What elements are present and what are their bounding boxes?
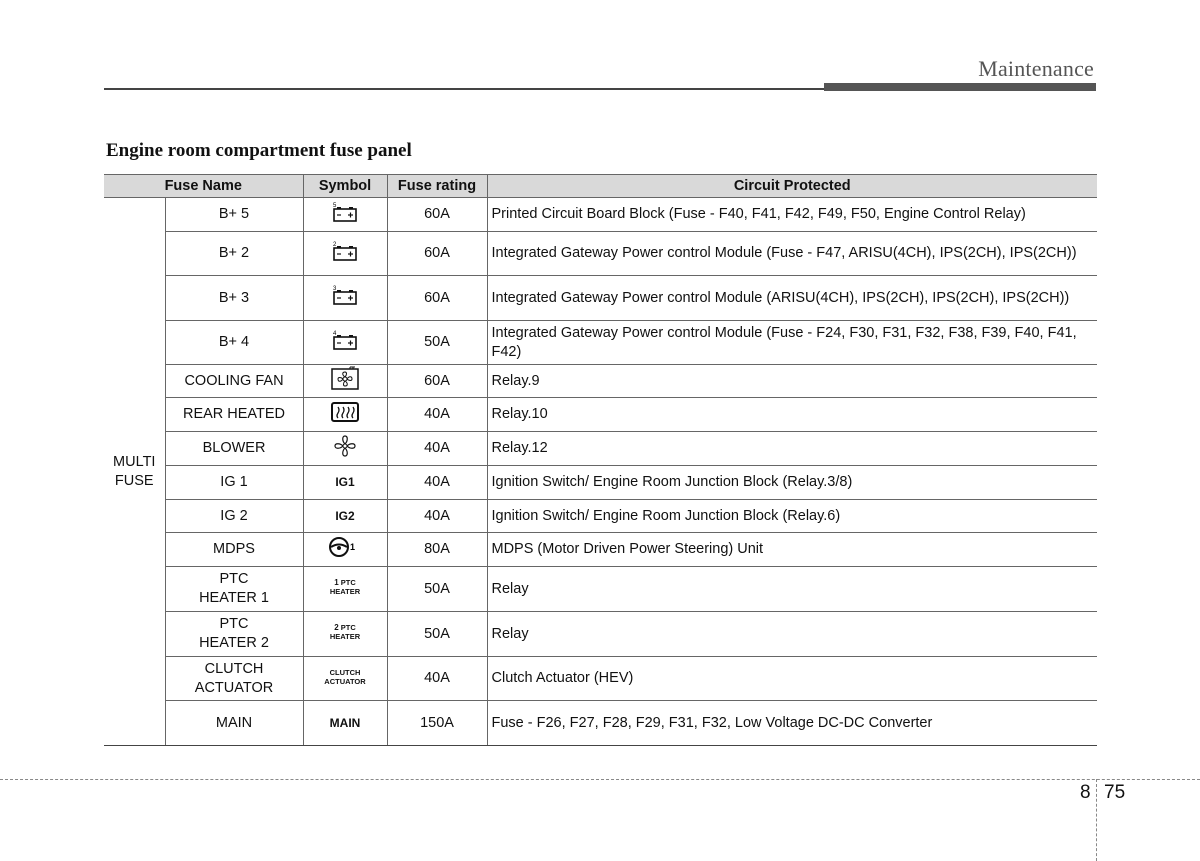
battery-number: 4 bbox=[333, 330, 337, 337]
group-label-multi-fuse: MULTI FUSE bbox=[104, 198, 165, 746]
symbol-cell bbox=[303, 198, 387, 232]
main-symbol: MAIN bbox=[329, 715, 361, 730]
footer-dashed-rule bbox=[0, 779, 1200, 780]
steering-number: 1 bbox=[350, 541, 356, 552]
fuse-rating: 40A bbox=[387, 500, 487, 533]
circuit-protected: Ignition Switch/ Engine Room Junction Block (Relay.3/8) bbox=[487, 466, 1097, 500]
fuse-rating: 40A bbox=[387, 398, 487, 432]
page-number: 75 bbox=[1104, 782, 1126, 803]
col-header-fuse-rating: Fuse rating bbox=[387, 175, 487, 198]
fuse-rating: 50A bbox=[387, 321, 487, 365]
ig1-symbol: IG1 bbox=[335, 475, 355, 489]
fuse-rating: 60A bbox=[387, 198, 487, 232]
table-row bbox=[104, 198, 1097, 232]
circuit-protected: Relay.10 bbox=[487, 398, 1097, 432]
blower-fan-icon bbox=[332, 433, 358, 459]
symbol-cell bbox=[303, 276, 387, 321]
symbol-cell bbox=[303, 232, 387, 276]
circuit-protected: Relay.12 bbox=[487, 432, 1097, 466]
header-rule bbox=[104, 88, 824, 90]
table-header-row bbox=[104, 175, 1097, 198]
ptc-heater-1-symbol: 1 PTC HEATER bbox=[329, 578, 361, 596]
header-section-title: Maintenance bbox=[978, 56, 1094, 81]
fuse-rating: 60A bbox=[387, 276, 487, 321]
fuse-rating: 40A bbox=[387, 466, 487, 500]
fuse-rating: 150A bbox=[387, 701, 487, 746]
fuse-name: PTC HEATER 1 bbox=[165, 567, 303, 612]
fuse-name: B+ 2 bbox=[165, 232, 303, 276]
table-row bbox=[104, 321, 1097, 365]
circuit-protected: Relay bbox=[487, 612, 1097, 657]
symbol-cell bbox=[303, 321, 387, 365]
fuse-name: CLUTCH ACTUATOR bbox=[165, 657, 303, 701]
steering-wheel-icon bbox=[328, 536, 362, 558]
table-row bbox=[104, 232, 1097, 276]
table-row bbox=[104, 567, 1097, 612]
symbol-cell bbox=[303, 432, 387, 466]
fuse-name: B+ 5 bbox=[165, 198, 303, 232]
fuse-rating: 80A bbox=[387, 533, 487, 567]
page-chapter-number: 8 bbox=[1080, 782, 1091, 803]
rear-defroster-icon bbox=[330, 401, 360, 423]
battery-number: 5 bbox=[333, 202, 337, 209]
fuse-name: B+ 4 bbox=[165, 321, 303, 365]
fuse-name: REAR HEATED bbox=[165, 398, 303, 432]
symbol-cell bbox=[303, 657, 387, 701]
symbol-cell bbox=[303, 701, 387, 746]
table-row bbox=[104, 365, 1097, 398]
battery-icon bbox=[331, 201, 359, 223]
fuse-rating: 50A bbox=[387, 567, 487, 612]
fuse-name: MDPS bbox=[165, 533, 303, 567]
table-row bbox=[104, 612, 1097, 657]
section-title: Engine room compartment fuse panel bbox=[106, 140, 412, 161]
battery-icon bbox=[331, 240, 359, 262]
table-row bbox=[104, 657, 1097, 701]
circuit-protected: Integrated Gateway Power control Module (Fuse - F24, F30, F31, F32, F38, F39, F40, F41, F42) bbox=[487, 321, 1097, 365]
symbol-cell bbox=[303, 533, 387, 567]
fuse-name: MAIN bbox=[165, 701, 303, 746]
circuit-protected: Printed Circuit Board Block (Fuse - F40, F41, F42, F49, F50, Engine Control Relay) bbox=[487, 198, 1097, 232]
battery-icon bbox=[331, 329, 359, 351]
fuse-name: B+ 3 bbox=[165, 276, 303, 321]
cooling-fan-icon bbox=[330, 366, 360, 390]
table-row bbox=[104, 701, 1097, 746]
fuse-rating: 60A bbox=[387, 232, 487, 276]
fuse-name: PTC HEATER 2 bbox=[165, 612, 303, 657]
fuse-rating: 40A bbox=[387, 657, 487, 701]
fuse-name: COOLING FAN bbox=[165, 365, 303, 398]
header-bar bbox=[824, 83, 1096, 91]
footer-dashed-divider bbox=[1096, 779, 1097, 861]
table-row bbox=[104, 466, 1097, 500]
symbol-cell bbox=[303, 567, 387, 612]
symbol-cell bbox=[303, 365, 387, 398]
symbol-cell bbox=[303, 398, 387, 432]
ig2-symbol: IG2 bbox=[335, 508, 355, 523]
fuse-name: IG 2 bbox=[165, 500, 303, 533]
battery-icon bbox=[331, 284, 359, 306]
table-row bbox=[104, 398, 1097, 432]
symbol-cell bbox=[303, 612, 387, 657]
fuse-rating: 40A bbox=[387, 432, 487, 466]
circuit-protected: Ignition Switch/ Engine Room Junction Block (Relay.6) bbox=[487, 500, 1097, 533]
symbol-cell bbox=[303, 500, 387, 533]
circuit-protected: Integrated Gateway Power control Module (ARISU(4CH), IPS(2CH), IPS(2CH), IPS(2CH)) bbox=[487, 276, 1097, 321]
battery-number: 2 bbox=[333, 241, 337, 248]
col-header-fuse-name: Fuse Name bbox=[104, 175, 303, 198]
table-row bbox=[104, 432, 1097, 466]
fuse-rating: 50A bbox=[387, 612, 487, 657]
circuit-protected: Clutch Actuator (HEV) bbox=[487, 657, 1097, 701]
circuit-protected: Relay.9 bbox=[487, 365, 1097, 398]
table-row bbox=[104, 533, 1097, 567]
battery-number: 3 bbox=[333, 286, 337, 292]
ptc-heater-2-symbol: 2 PTC HEATER bbox=[329, 623, 361, 641]
fuse-rating: 60A bbox=[387, 365, 487, 398]
clutch-actuator-symbol: CLUTCH ACTUATOR bbox=[324, 667, 366, 686]
col-header-circuit: Circuit Protected bbox=[487, 175, 1097, 198]
col-header-symbol: Symbol bbox=[303, 175, 387, 198]
circuit-protected: Fuse - F26, F27, F28, F29, F31, F32, Low Voltage DC-DC Converter bbox=[487, 701, 1097, 746]
table-row bbox=[104, 276, 1097, 321]
fuse-name: IG 1 bbox=[165, 466, 303, 500]
symbol-cell bbox=[303, 466, 387, 500]
table-row bbox=[104, 500, 1097, 533]
fuse-table bbox=[104, 174, 1097, 746]
circuit-protected: Relay bbox=[487, 567, 1097, 612]
fuse-name: BLOWER bbox=[165, 432, 303, 466]
circuit-protected: Integrated Gateway Power control Module (Fuse - F47, ARISU(4CH), IPS(2CH), IPS(2CH)) bbox=[487, 232, 1097, 276]
circuit-protected: MDPS (Motor Driven Power Steering) Unit bbox=[487, 533, 1097, 567]
